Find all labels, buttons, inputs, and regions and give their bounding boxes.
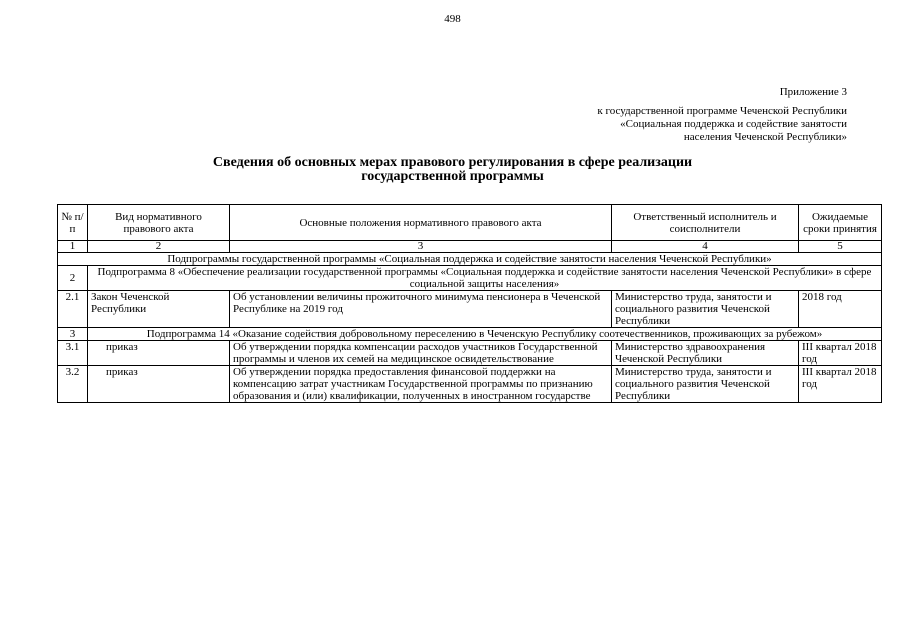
deadline: III квартал 2018 год <box>799 341 882 366</box>
deadline: III квартал 2018 год <box>799 366 882 403</box>
act-provisions: Об утверждении порядка предоставления финансовой поддержки на компенсацию затрат участникам Государственной программы по признанию образования и (или) квалификации, полученных в иностранном государстве <box>230 366 612 403</box>
column-number: 2 <box>88 241 230 253</box>
section-number: 2 <box>58 266 88 291</box>
appendix-line: к государственной программе Чеченской Республики <box>597 105 847 117</box>
table-row <box>58 366 882 403</box>
column-number: 3 <box>230 241 612 253</box>
act-type: приказ <box>88 341 230 366</box>
header-deadline: Ожидаемые сроки принятия <box>799 205 882 241</box>
header-row <box>58 205 882 241</box>
measures-table <box>57 204 882 403</box>
deadline: 2018 год <box>799 291 882 328</box>
column-numbers-row <box>58 241 882 253</box>
program-row <box>58 253 882 266</box>
row-number: 3.1 <box>58 341 88 366</box>
subprogram-title: Подпрограмма 14 «Оказание содействия добровольному переселению в Чеченскую Республику соотечественников, проживающих за рубежом» <box>88 328 882 341</box>
page-number: 498 <box>444 13 461 25</box>
table-row <box>58 341 882 366</box>
act-type: приказ <box>88 366 230 403</box>
section-row <box>58 328 882 341</box>
act-type: Закон Чеченской Республики <box>88 291 230 328</box>
section-row <box>58 266 882 291</box>
title-line: Сведения об основных мерах правового регулирования в сфере реализации <box>212 155 693 170</box>
column-number: 5 <box>799 241 882 253</box>
row-number: 2.1 <box>58 291 88 328</box>
document-title <box>0 156 905 184</box>
header-act-type: Вид нормативного правового акта <box>88 205 230 241</box>
appendix-label: Приложение 3 <box>779 86 847 98</box>
executor: Министерство труда, занятости и социального развития Чеченской Республики <box>612 366 799 403</box>
title-line: государственной программы <box>361 169 544 184</box>
header-num: № п/п <box>58 205 88 241</box>
row-number: 3.2 <box>58 366 88 403</box>
appendix-line: «Социальная поддержка и содействие занятости <box>620 118 847 130</box>
column-number: 1 <box>58 241 88 253</box>
program-title: Подпрограммы государственной программы «Социальная поддержка и содействие занятости населения Чеченской Республики» <box>58 253 882 266</box>
act-provisions: Об утверждении порядка компенсации расходов участников Государственной программы и членов их семей на медицинское освидетельствование <box>230 341 612 366</box>
section-number: 3 <box>58 328 88 341</box>
appendix-line: населения Чеченской Республики» <box>683 131 847 143</box>
column-number: 4 <box>612 241 799 253</box>
table-row <box>58 291 882 328</box>
header-provisions: Основные положения нормативного правового акта <box>230 205 612 241</box>
executor: Министерство здравоохранения Чеченской Республики <box>612 341 799 366</box>
appendix-note <box>597 86 847 144</box>
executor: Министерство труда, занятости и социального развития Чеченской Республики <box>612 291 799 328</box>
header-executor: Ответственный исполнитель и соисполнители <box>612 205 799 241</box>
act-provisions: Об установлении величины прожиточного минимума пенсионера в Чеченской Республике на 2019 год <box>230 291 612 328</box>
subprogram-title: Подпрограмма 8 «Обеспечение реализации государственной программы «Социальная поддержка и содействие занятости населения Чеченской Республики» в сфере социальной защиты населения» <box>88 266 882 291</box>
